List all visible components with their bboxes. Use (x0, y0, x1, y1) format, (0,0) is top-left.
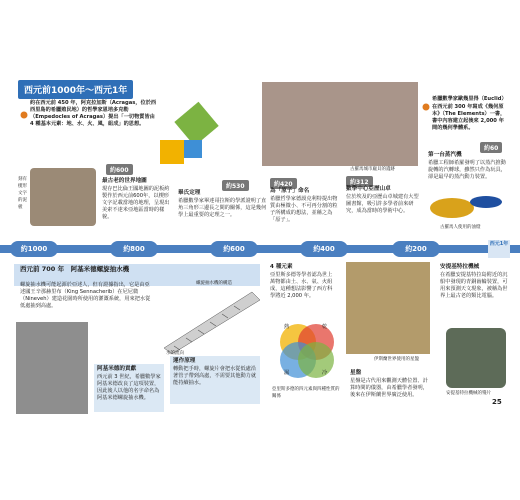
heron-text: 希臘工程師希羅發明了以蒸汽推動旋轉的汽轉球，雖然只作為玩具，卻是最早的蒸汽動力裝置。 (428, 160, 506, 180)
mechanism-image (446, 328, 506, 388)
alexandria-text: 位於埃及的亞歷山卓城建有大型圖書館，吸引許多學者前來研究，成為當時的學術中心。 (346, 194, 419, 214)
page-number: 25 (492, 398, 502, 406)
timeline-tick-400: 約400 (300, 241, 348, 257)
clay-tablet-image (30, 168, 96, 226)
atom-title: 為「原子」命名 (270, 188, 310, 194)
pompeii-caption: 古羅馬城市龐貝的遺跡 (350, 167, 395, 172)
tablet-caption: 刻有楔形文字的泥板 (18, 177, 27, 210)
screw-sub-text: 轉動把手時，螺旋片會把水從低處沿著管子帶到高處，不需要其他動力就能持續抽水。 (173, 366, 257, 386)
timeline-tick-200: 約200 (392, 241, 440, 257)
archimedes-portrait (16, 322, 88, 414)
screw-diagram (160, 284, 260, 354)
timeline-tick-800: 約800 (110, 241, 158, 257)
pythagoras-diagram (154, 92, 224, 172)
screw-sub-title: 運作原理 (173, 358, 196, 364)
timeline-bar (0, 245, 520, 253)
four-elements-venn (272, 318, 342, 384)
astrolabe-title: 星盤 (350, 370, 362, 376)
venn-wet: 濕 (284, 370, 290, 376)
pompeii-photo (262, 82, 418, 166)
speech-icon-euclid (422, 96, 430, 104)
marker-312: 約312 (346, 176, 373, 187)
timeline-tick-600: 約600 (210, 241, 258, 257)
timeline-end-label: 西元1年 (488, 240, 510, 258)
atom-text: 希臘哲學家德謨克利特提出物質由極微小、不可再分割的粒子所構成的想法，並稱之為「原子」。 (270, 196, 338, 223)
marker-600: 約600 (106, 164, 133, 175)
speech-icon (20, 104, 28, 112)
oil-lamp-image (428, 188, 504, 222)
venn-caption: 亞里斯多德的四元素與四種性質的關係 (272, 387, 340, 399)
euclid-text: 在西元前 300 年寫成《幾何原本》（The Elements）一書，書中內容建立起後來 2,000 年間的幾何學體系。 (432, 104, 506, 131)
archimedes-sub-title: 阿基米德的貢獻 (97, 366, 137, 372)
screw-label: 螺旋抽水機的構造 (196, 281, 232, 286)
water-label: 水的流向 (166, 351, 184, 356)
era-banner: 西元前1000年～西元1年 (18, 80, 133, 99)
astrolabe-text: 星盤是古代用來觀測天體位置、計算時間的儀器，由希臘學者發明，後來在伊斯蘭世界廣泛使用。 (350, 378, 428, 398)
marker-420: 約420 (270, 178, 297, 189)
pythagoras-text: 希臘數學家畢達哥拉斯的學派證明了直角三角形三邊長之間的關係，這是幾何學上最重要的定理之一。 (178, 198, 267, 218)
lamp-caption: 古羅馬人使用的油燈 (440, 225, 481, 230)
archimedes-text: 螺旋抽水機可能起源於亞述人，但有證據指出，它是由亞述國王辛那赫里布（King Sennacherib）在尼尼微（Nineveh）建造花園時所使用的灌溉系統，用來把水從低處抽到高處。 (20, 282, 151, 309)
elements-title: 4 種元素 (270, 264, 293, 270)
babylon-title: 最古老的世界地圖 (102, 178, 147, 184)
mechanism-text: 在希臘安提基特拉島附近的沉船中發現的青銅齒輪裝置，可用來預測天文現象，被稱為世界上最古老的類比電腦。 (440, 272, 508, 299)
timeline-tick-1000: 約1000 (10, 241, 58, 257)
marker-60: 約60 (480, 142, 502, 153)
venn-hot: 熱 (284, 324, 290, 330)
venn-dry: 乾 (322, 324, 328, 330)
mechanism-title: 安提基特拉機械 (440, 264, 480, 270)
mechanism-caption: 安提基特拉機械的殘片 (446, 391, 491, 396)
astrolabe-caption: 伊斯蘭世界使用的星盤 (374, 357, 419, 362)
venn-cold: 冷 (322, 370, 328, 376)
heron-title: 第一台蒸汽機 (428, 152, 462, 158)
marker-530: 約530 (222, 180, 249, 191)
archimedes-sub-text: 西元前 3 世紀，希臘數學家阿基米德改良了這項裝置，因此後人以他的名字命名為阿基米德螺旋抽水機。 (97, 374, 161, 401)
euclid-lead: 希臘數學家歐幾里得（Euclid） (432, 96, 507, 102)
elements-text: 亞里斯多德等學者認為世上萬物都由土、水、氣、火組成，這種想法影響了西方科學將近 2,000 年。 (270, 272, 333, 299)
babylon-text: 現存巴比倫王國地圖的泥板約製作於西元前600年，以楔形文字記載當地的地理，呈現出美索不達米亞地區當時的樣貌。 (102, 186, 170, 220)
pythagoras-title: 畢氏定理 (178, 190, 201, 196)
archimedes-banner: 西元前 700 年 阿基米德螺旋抽水機 (20, 265, 130, 273)
intro-paragraph: 約在西元前 450 年，阿克拉加斯（Acragas，位於西西里島的希臘殖民地）的哲學家恩培多克勒（Empedocles of Acragas）提出「一切物質皆由 4 種基本元素：地、水、火、風，組成」的思想。 (30, 100, 157, 127)
alexandria-title: 數學中心亞歷山卓 (346, 186, 391, 192)
astrolabe-image (346, 262, 430, 354)
